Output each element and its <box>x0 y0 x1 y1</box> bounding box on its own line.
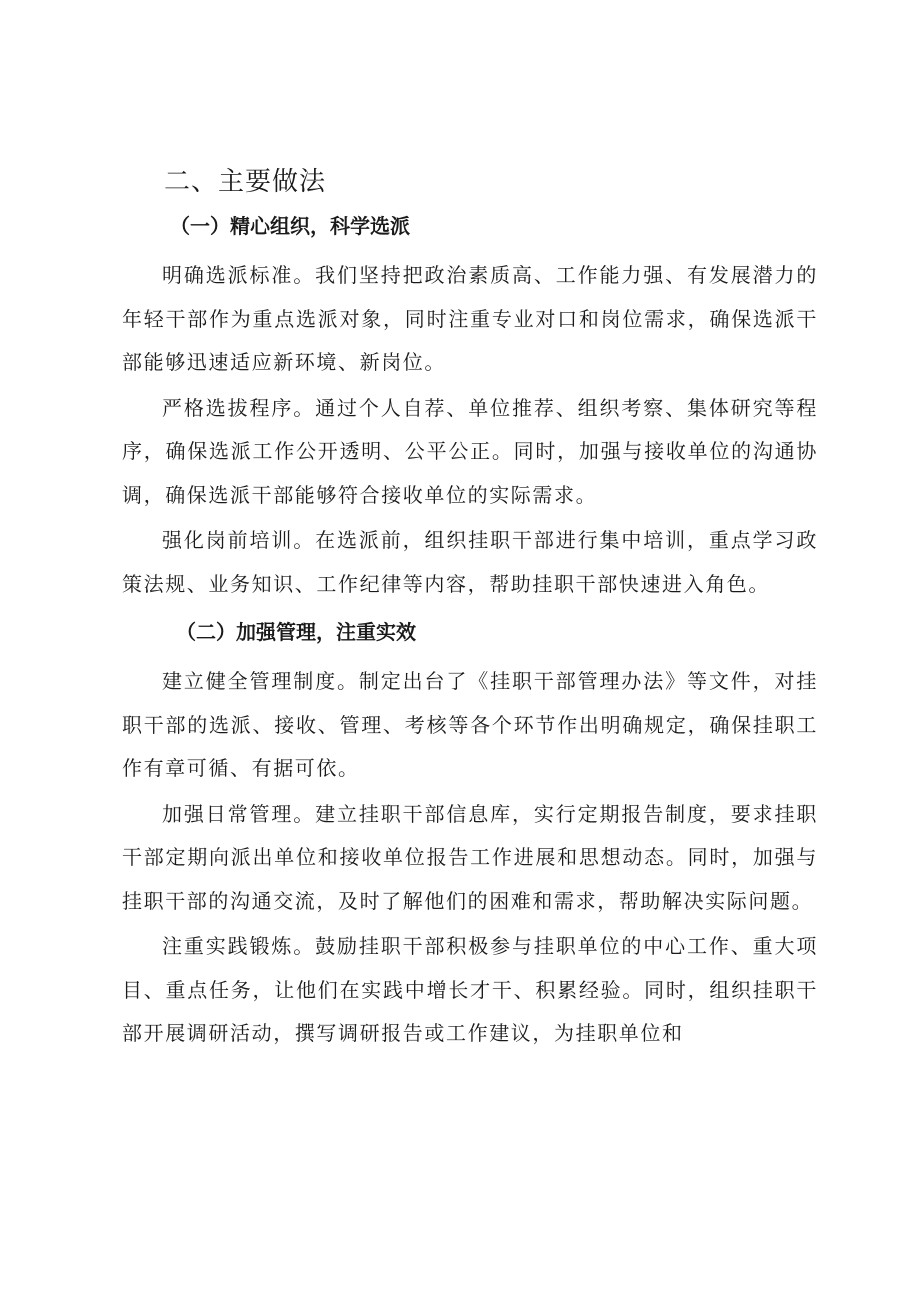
paragraph-selection-criteria: 明确选派标准。我们坚持把政治素质高、工作能力强、有发展潜力的年轻干部作为重点选派对象，同时注重专业对口和岗位需求，确保选派干部能够迅速适应新环境、新岗位。 <box>122 263 818 374</box>
paragraph-pre-job-training: 强化岗前培训。在选派前，组织挂职干部进行集中培训，重点学习政策法规、业务知识、工作纪律等内容，帮助挂职干部快速进入角色。 <box>122 528 818 596</box>
paragraph-selection-procedure: 严格选拔程序。通过个人自荐、单位推荐、组织考察、集体研究等程序，确保选派工作公开透明、公平公正。同时，加强与接收单位的沟通协调，确保选派干部能够符合接收单位的实际需求。 <box>122 395 818 507</box>
paragraph-practice-training: 注重实践锻炼。鼓励挂职干部积极参与挂职单位的中心工作、重大项目、重点任务，让他们在实践中增长才干、积累经验。同时，组织挂职干部开展调研活动，撰写调研报告或工作建议，为挂职单位和 <box>122 934 818 1045</box>
subsection-title-1: （一）精心组织，科学选派 <box>170 214 410 238</box>
paragraph-management-system: 建立健全管理制度。制定出台了《挂职干部管理办法》等文件，对挂职干部的选派、接收、管理、考核等各个环节作出明确规定，确保挂职工作有章可循、有据可依。 <box>122 669 818 780</box>
document-body <box>122 160 818 1058</box>
paragraph-daily-management: 加强日常管理。建立挂职干部信息库，实行定期报告制度，要求挂职干部定期向派出单位和接收单位报告工作进展和思想动态。同时，加强与挂职干部的沟通交流，及时了解他们的困难和需求，帮助解决实际问题。 <box>122 801 818 913</box>
subsection-title-2: （二）加强管理，注重实效 <box>176 620 416 644</box>
section-title: 二、主要做法 <box>164 167 327 197</box>
